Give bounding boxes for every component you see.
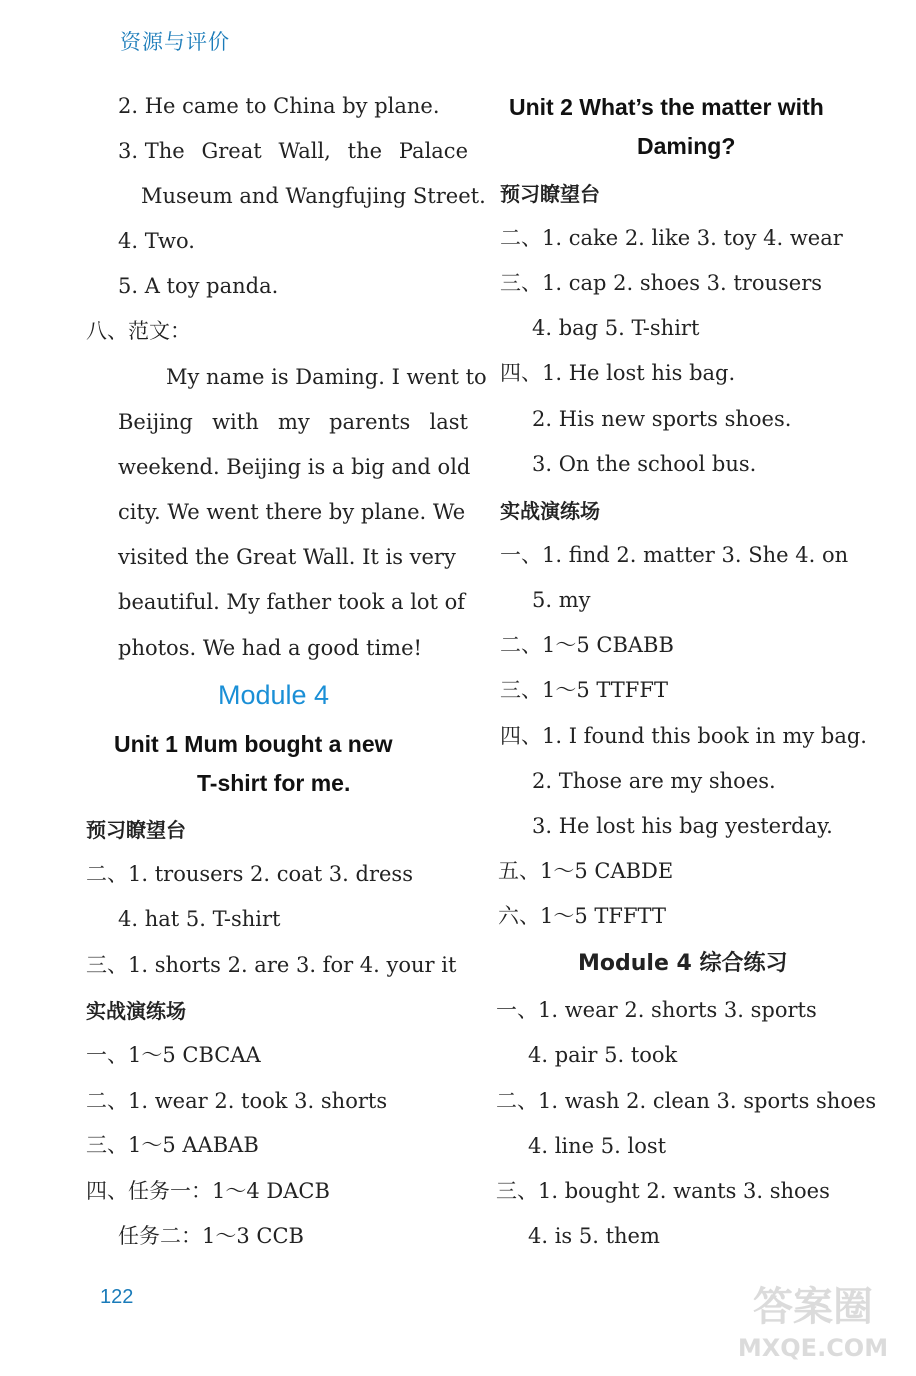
essay-line: city. We went there by plane. We bbox=[118, 500, 466, 524]
essay-line: My name is Daming. I went to bbox=[166, 365, 487, 389]
section-heading: Module 4 综合练习 bbox=[578, 951, 788, 976]
answer-line: 4. bag 5. T-shirt bbox=[532, 316, 700, 340]
watermark-text: 答案圈 bbox=[753, 1284, 873, 1330]
answer-line: 4. pair 5. took bbox=[528, 1043, 678, 1067]
section-heading: 预习瞭望台 bbox=[500, 182, 600, 206]
answer-line: 二、1. wear 2. took 3. shorts bbox=[86, 1089, 388, 1113]
word: 3. The bbox=[118, 139, 185, 163]
answer-line: 四、任务一：1～4 DACB bbox=[86, 1179, 330, 1203]
section-heading: 预习瞭望台 bbox=[86, 818, 186, 842]
word: Wall, bbox=[278, 139, 331, 163]
answer-line: 三、1. bought 2. wants 3. shoes bbox=[496, 1179, 830, 1203]
page-number: 122 bbox=[100, 1286, 134, 1308]
word: the bbox=[347, 139, 383, 163]
section-heading: 实战演练场 bbox=[86, 999, 186, 1023]
word: last bbox=[429, 410, 468, 434]
unit-heading: Unit 2 What’s the matter with bbox=[509, 94, 824, 120]
answer-line: 三、1～5 AABAB bbox=[86, 1133, 259, 1157]
page-header-title: 资源与评价 bbox=[120, 30, 230, 54]
module-heading: Module 4 bbox=[218, 680, 330, 710]
word: Beijing bbox=[118, 410, 193, 434]
answer-line: 一、1. wear 2. shorts 3. sports bbox=[496, 998, 817, 1022]
answer-line: 3. He lost his bag yesterday. bbox=[532, 814, 833, 838]
word: Palace bbox=[398, 139, 468, 163]
answer-line: 任务二：1～3 CCB bbox=[118, 1224, 304, 1248]
answer-line: 三、1. cap 2. shoes 3. trousers bbox=[500, 271, 823, 295]
answer-line: 4. Two. bbox=[118, 229, 195, 253]
essay-line bbox=[118, 408, 468, 436]
answer-line: 四、1. I found this book in my bag. bbox=[500, 724, 867, 748]
word: with bbox=[212, 410, 259, 434]
answer-line: 3. On the school bus. bbox=[532, 452, 757, 476]
answer-line: 二、1. trousers 2. coat 3. dress bbox=[86, 862, 413, 886]
answer-line: 2. His new sports shoes. bbox=[532, 407, 792, 431]
word: my bbox=[278, 410, 310, 434]
answer-line: 二、1. wash 2. clean 3. sports shoes bbox=[496, 1089, 877, 1113]
answer-line: 一、1. find 2. matter 3. She 4. on bbox=[500, 543, 849, 567]
section-heading: 实战演练场 bbox=[500, 499, 600, 523]
word: parents bbox=[329, 410, 411, 434]
answer-line: 5. A toy panda. bbox=[118, 274, 279, 298]
unit-heading: Daming? bbox=[637, 133, 736, 159]
unit-heading: Unit 1 Mum bought a new bbox=[114, 731, 393, 757]
word: Great bbox=[201, 139, 262, 163]
answer-line: 2. He came to China by plane. bbox=[118, 94, 440, 118]
answer-line: 三、1～5 TTFFT bbox=[500, 678, 668, 702]
watermark-logo bbox=[718, 1276, 908, 1366]
answer-line: 二、1～5 CBABB bbox=[500, 633, 674, 657]
essay-line: visited the Great Wall. It is very bbox=[118, 545, 456, 569]
answer-line bbox=[118, 137, 468, 165]
answer-line: 4. hat 5. T-shirt bbox=[118, 907, 281, 931]
answer-line: 六、1～5 TFFTT bbox=[498, 904, 666, 928]
answer-line: 2. Those are my shoes. bbox=[532, 769, 776, 793]
answer-line: 一、1～5 CBCAA bbox=[86, 1043, 261, 1067]
answer-line: 三、1. shorts 2. are 3. for 4. your it bbox=[86, 953, 457, 977]
essay-line: photos. We had a good time! bbox=[118, 636, 422, 660]
section-label: 八、范文： bbox=[86, 319, 191, 343]
essay-line: beautiful. My father took a lot of bbox=[118, 590, 466, 614]
answer-line: 4. line 5. lost bbox=[528, 1134, 667, 1158]
answer-line: 5. my bbox=[532, 588, 591, 612]
answer-line: 二、1. cake 2. like 3. toy 4. wear bbox=[500, 226, 843, 250]
essay-line: weekend. Beijing is a big and old bbox=[118, 455, 471, 479]
unit-heading: T-shirt for me. bbox=[197, 770, 351, 796]
watermark-url: MXQE.COM bbox=[737, 1334, 889, 1362]
answer-line: Museum and Wangfujing Street. bbox=[141, 184, 486, 208]
answer-line: 四、1. He lost his bag. bbox=[500, 361, 736, 385]
answer-line: 五、1～5 CABDE bbox=[498, 859, 674, 883]
answer-line: 4. is 5. them bbox=[528, 1224, 660, 1248]
